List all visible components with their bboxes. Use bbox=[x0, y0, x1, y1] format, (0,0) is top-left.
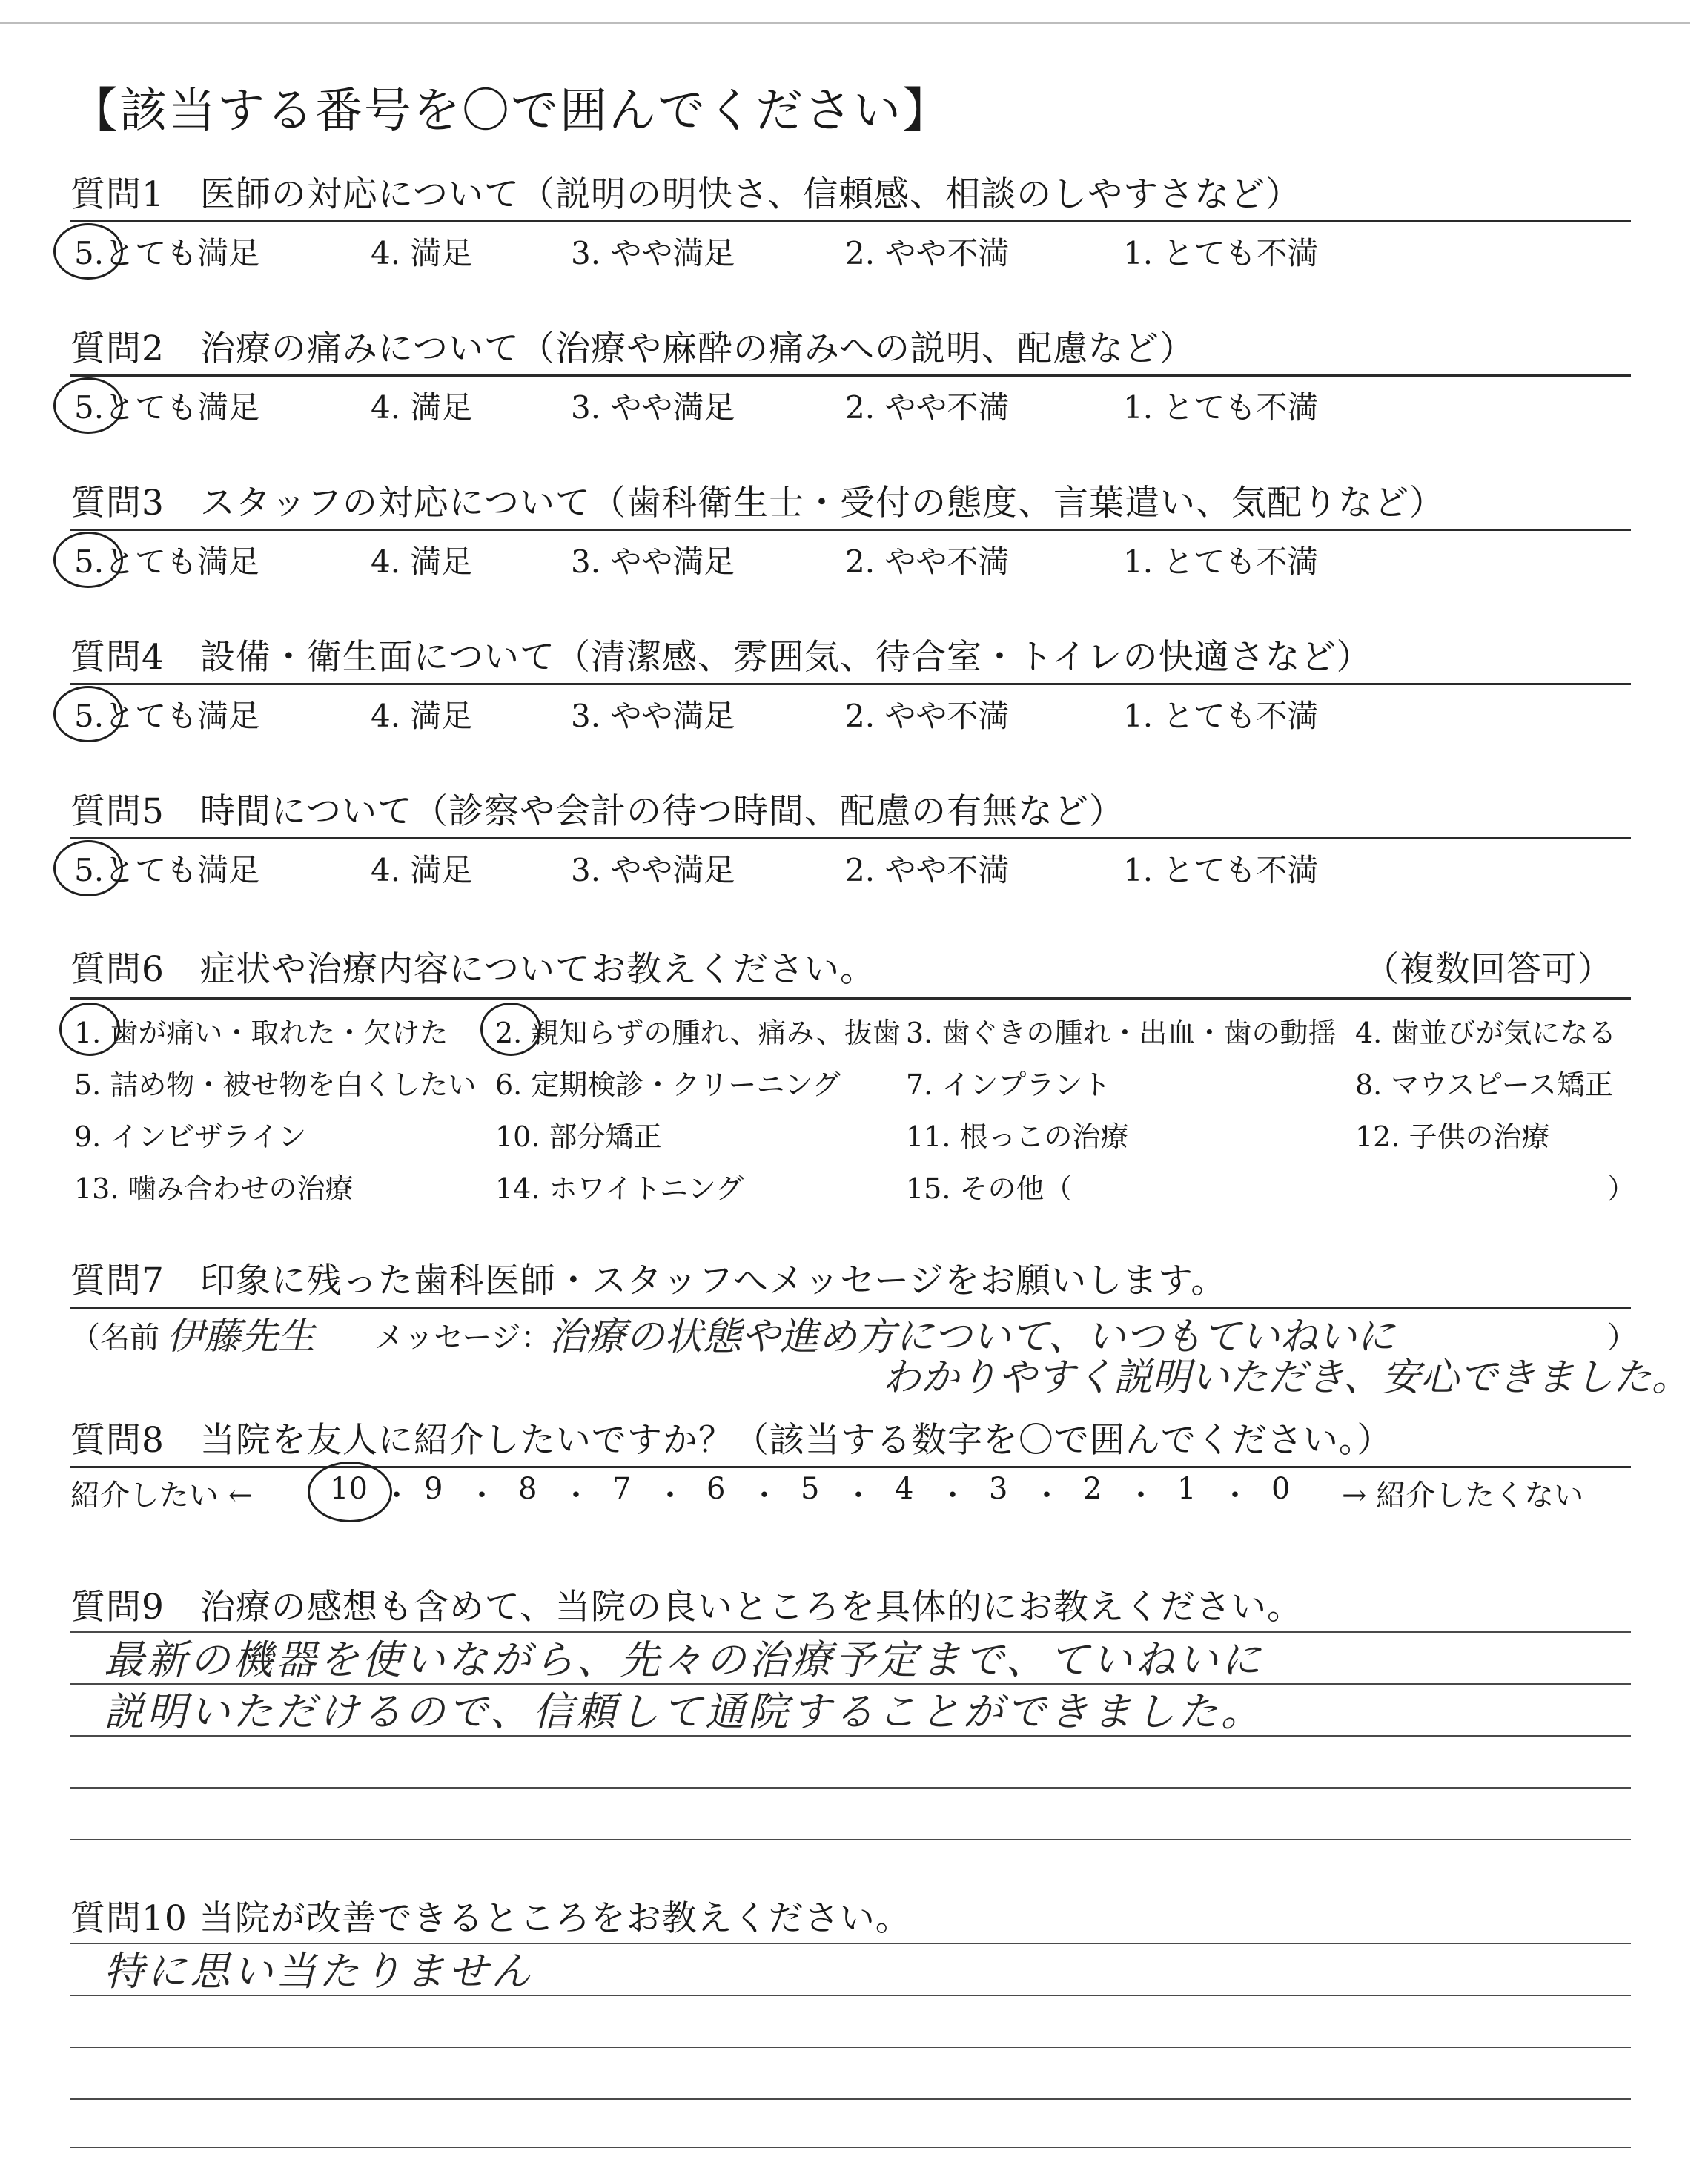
q4-title: 質問4 設備・衛生面について（清潔感、雰囲気、待合室・トイレの快適さなど） bbox=[70, 637, 1372, 678]
q8-scale-1[interactable]: 1 bbox=[1177, 1472, 1196, 1506]
q2-option-2[interactable]: 2. やや不満 bbox=[845, 389, 1010, 426]
q8-scale-7[interactable]: 7 bbox=[612, 1472, 632, 1506]
q2-option-1[interactable]: 1. とても不満 bbox=[1123, 389, 1319, 426]
q3-option-4[interactable]: 4. 満足 bbox=[371, 544, 473, 580]
q1-option-2[interactable]: 2. やや不満 bbox=[845, 235, 1010, 271]
q5-rule bbox=[70, 837, 1631, 839]
q8-right-label: → 紹介したくない bbox=[1342, 1479, 1584, 1513]
q1-option-4[interactable]: 4. 満足 bbox=[371, 235, 473, 271]
scan-edge bbox=[0, 22, 1690, 24]
q1-title: 質問1 医師の対応について（説明の明快さ、信頼感、相談のしやすさなど） bbox=[70, 174, 1302, 215]
q8-title: 質問8 当院を友人に紹介したいですか？（該当する数字を〇で囲んでください。） bbox=[70, 1420, 1393, 1461]
q2-option-4[interactable]: 4. 満足 bbox=[371, 389, 473, 426]
q10-title: 質問10 当院が改善できるところをお教えください。 bbox=[70, 1898, 911, 1939]
q10-answer-text[interactable]: 特に思い当たりません bbox=[104, 1948, 534, 1995]
q3-option-1[interactable]: 1. とても不満 bbox=[1123, 544, 1319, 580]
q8-rule bbox=[70, 1466, 1631, 1468]
q3-option-5[interactable]: 5.とても満足 bbox=[74, 544, 260, 580]
q8-separator: ・ bbox=[1220, 1479, 1250, 1513]
q9-answer-text-2[interactable]: 説明いただけるので、信頼して通院することができました。 bbox=[104, 1688, 1264, 1735]
q6-option-5[interactable]: 5. 詰め物・被せ物を白くしたい bbox=[74, 1069, 477, 1101]
q6-option-7[interactable]: 7. インプラント bbox=[906, 1069, 1111, 1101]
q5-option-2[interactable]: 2. やや不満 bbox=[845, 852, 1010, 888]
q8-scale-9[interactable]: 9 bbox=[424, 1472, 443, 1506]
q5-option-5[interactable]: 5.とても満足 bbox=[74, 852, 260, 888]
page-heading: 【該当する番号を〇で囲んでください】 bbox=[70, 84, 951, 139]
q4-selected-circle bbox=[53, 686, 123, 742]
q8-scale-8[interactable]: 8 bbox=[518, 1472, 537, 1506]
q2-rule bbox=[70, 374, 1631, 377]
q1-option-5[interactable]: 5.とても満足 bbox=[74, 235, 260, 271]
q8-scale-3[interactable]: 3 bbox=[989, 1472, 1008, 1506]
q6-note: （複数回答可） bbox=[1364, 949, 1613, 990]
q8-separator: ・ bbox=[382, 1479, 411, 1513]
q6-selected-circle-1 bbox=[59, 1003, 120, 1056]
q6-option-2[interactable]: 2. 親知らずの腫れ、痛み、抜歯 bbox=[495, 1017, 901, 1049]
q8-scale-5[interactable]: 5 bbox=[801, 1472, 820, 1506]
q6-option-8[interactable]: 8. マウスピース矯正 bbox=[1355, 1069, 1613, 1101]
q8-separator: ・ bbox=[1126, 1479, 1156, 1513]
q8-scale-6[interactable]: 6 bbox=[706, 1472, 726, 1506]
q6-option-12[interactable]: 12. 子供の治療 bbox=[1355, 1120, 1550, 1153]
q6-option-15[interactable]: 15. その他（ bbox=[906, 1172, 1073, 1205]
q1-selected-circle bbox=[53, 223, 123, 280]
q6-option-10[interactable]: 10. 部分矯正 bbox=[495, 1120, 662, 1153]
q8-separator: ・ bbox=[938, 1479, 967, 1513]
q9-answer-text-1[interactable]: 最新の機器を使いながら、先々の治療予定まで、ていねいに bbox=[104, 1636, 1264, 1683]
q5-selected-circle bbox=[53, 840, 123, 896]
q7-name-label: （名前 bbox=[70, 1321, 159, 1355]
q3-selected-circle bbox=[53, 532, 123, 588]
q10-answer-line-3 bbox=[70, 2047, 1631, 2048]
q7-close-paren: ） bbox=[1607, 1321, 1637, 1355]
q8-separator: ・ bbox=[749, 1479, 779, 1513]
q4-option-2[interactable]: 2. やや不満 bbox=[845, 698, 1010, 734]
q4-rule bbox=[70, 683, 1631, 685]
q9-answer-line-4 bbox=[70, 1787, 1631, 1789]
q8-separator: ・ bbox=[1032, 1479, 1062, 1513]
q2-title: 質問2 治療の痛みについて（治療や麻酔の痛みへの説明、配慮など） bbox=[70, 328, 1196, 369]
q8-scale-2[interactable]: 2 bbox=[1083, 1472, 1102, 1506]
q7-name-value[interactable]: 伊藤先生 bbox=[167, 1315, 315, 1358]
q6-selected-circle-2 bbox=[480, 1003, 541, 1056]
q8-scale-0[interactable]: 0 bbox=[1271, 1472, 1291, 1506]
q3-option-3[interactable]: 3. やや満足 bbox=[571, 544, 735, 580]
q6-option-1[interactable]: 1. 歯が痛い・取れた・欠けた bbox=[74, 1017, 448, 1049]
q3-rule bbox=[70, 529, 1631, 531]
q8-separator: ・ bbox=[467, 1479, 497, 1513]
q5-title: 質問5 時間について（診察や会計の待つ時間、配慮の有無など） bbox=[70, 791, 1125, 832]
q7-message-label: メッセージ： bbox=[374, 1321, 551, 1355]
q7-message-line-1[interactable]: 治療の状態や進め方について、いつもていねいに bbox=[549, 1315, 1395, 1359]
q5-option-3[interactable]: 3. やや満足 bbox=[571, 852, 735, 888]
q4-option-4[interactable]: 4. 満足 bbox=[371, 698, 473, 734]
q6-title: 質問6 症状や治療内容についてお教えください。 bbox=[70, 949, 875, 990]
q6-option-6[interactable]: 6. 定期検診・クリーニング bbox=[495, 1069, 841, 1101]
q8-scale-10[interactable]: 10 bbox=[330, 1472, 368, 1506]
q8-selected-circle bbox=[308, 1462, 392, 1522]
q4-option-1[interactable]: 1. とても不満 bbox=[1123, 698, 1319, 734]
q6-option-11[interactable]: 11. 根っこの治療 bbox=[906, 1120, 1129, 1153]
q3-title: 質問3 スタッフの対応について（歯科衛生士・受付の態度、言葉遣い、気配りなど） bbox=[70, 483, 1445, 524]
q6-option-13[interactable]: 13. 噛み合わせの治療 bbox=[74, 1172, 354, 1205]
q6-option-9[interactable]: 9. インビザライン bbox=[74, 1120, 307, 1153]
q9-title: 質問9 治療の感想も含めて、当院の良いところを具体的にお教えください。 bbox=[70, 1587, 1302, 1628]
q1-rule bbox=[70, 220, 1631, 222]
q2-option-5[interactable]: 5.とても満足 bbox=[74, 389, 260, 426]
q8-separator: ・ bbox=[844, 1479, 873, 1513]
q1-option-3[interactable]: 3. やや満足 bbox=[571, 235, 735, 271]
q7-message-line-2[interactable]: わかりやすく説明いただき、安心できました。 bbox=[882, 1355, 1690, 1400]
q4-option-3[interactable]: 3. やや満足 bbox=[571, 698, 735, 734]
q5-option-4[interactable]: 4. 満足 bbox=[371, 852, 473, 888]
q2-selected-circle bbox=[53, 377, 123, 434]
q6-other-close: ） bbox=[1607, 1172, 1636, 1205]
q6-rule bbox=[70, 997, 1631, 1000]
q6-option-4[interactable]: 4. 歯並びが気になる bbox=[1355, 1017, 1617, 1049]
q8-separator: ・ bbox=[561, 1479, 591, 1513]
q9-answer-line-5 bbox=[70, 1839, 1631, 1840]
q1-option-1[interactable]: 1. とても不満 bbox=[1123, 235, 1319, 271]
q6-option-14[interactable]: 14. ホワイトニング bbox=[495, 1172, 744, 1205]
q10-answer-line-5 bbox=[70, 2147, 1631, 2148]
q2-option-3[interactable]: 3. やや満足 bbox=[571, 389, 735, 426]
q4-option-5[interactable]: 5.とても満足 bbox=[74, 698, 260, 734]
q7-title: 質問7 印象に残った歯科医師・スタッフへメッセージをお願いします。 bbox=[70, 1261, 1227, 1301]
q3-option-2[interactable]: 2. やや不満 bbox=[845, 544, 1010, 580]
q8-separator: ・ bbox=[655, 1479, 685, 1513]
q10-answer-line-4 bbox=[70, 2098, 1631, 2100]
q8-scale-4[interactable]: 4 bbox=[895, 1472, 914, 1506]
q5-option-1[interactable]: 1. とても不満 bbox=[1123, 852, 1319, 888]
q6-option-3[interactable]: 3. 歯ぐきの腫れ・出血・歯の動揺 bbox=[906, 1017, 1337, 1049]
q8-left-label: 紹介したい ← bbox=[70, 1479, 254, 1513]
